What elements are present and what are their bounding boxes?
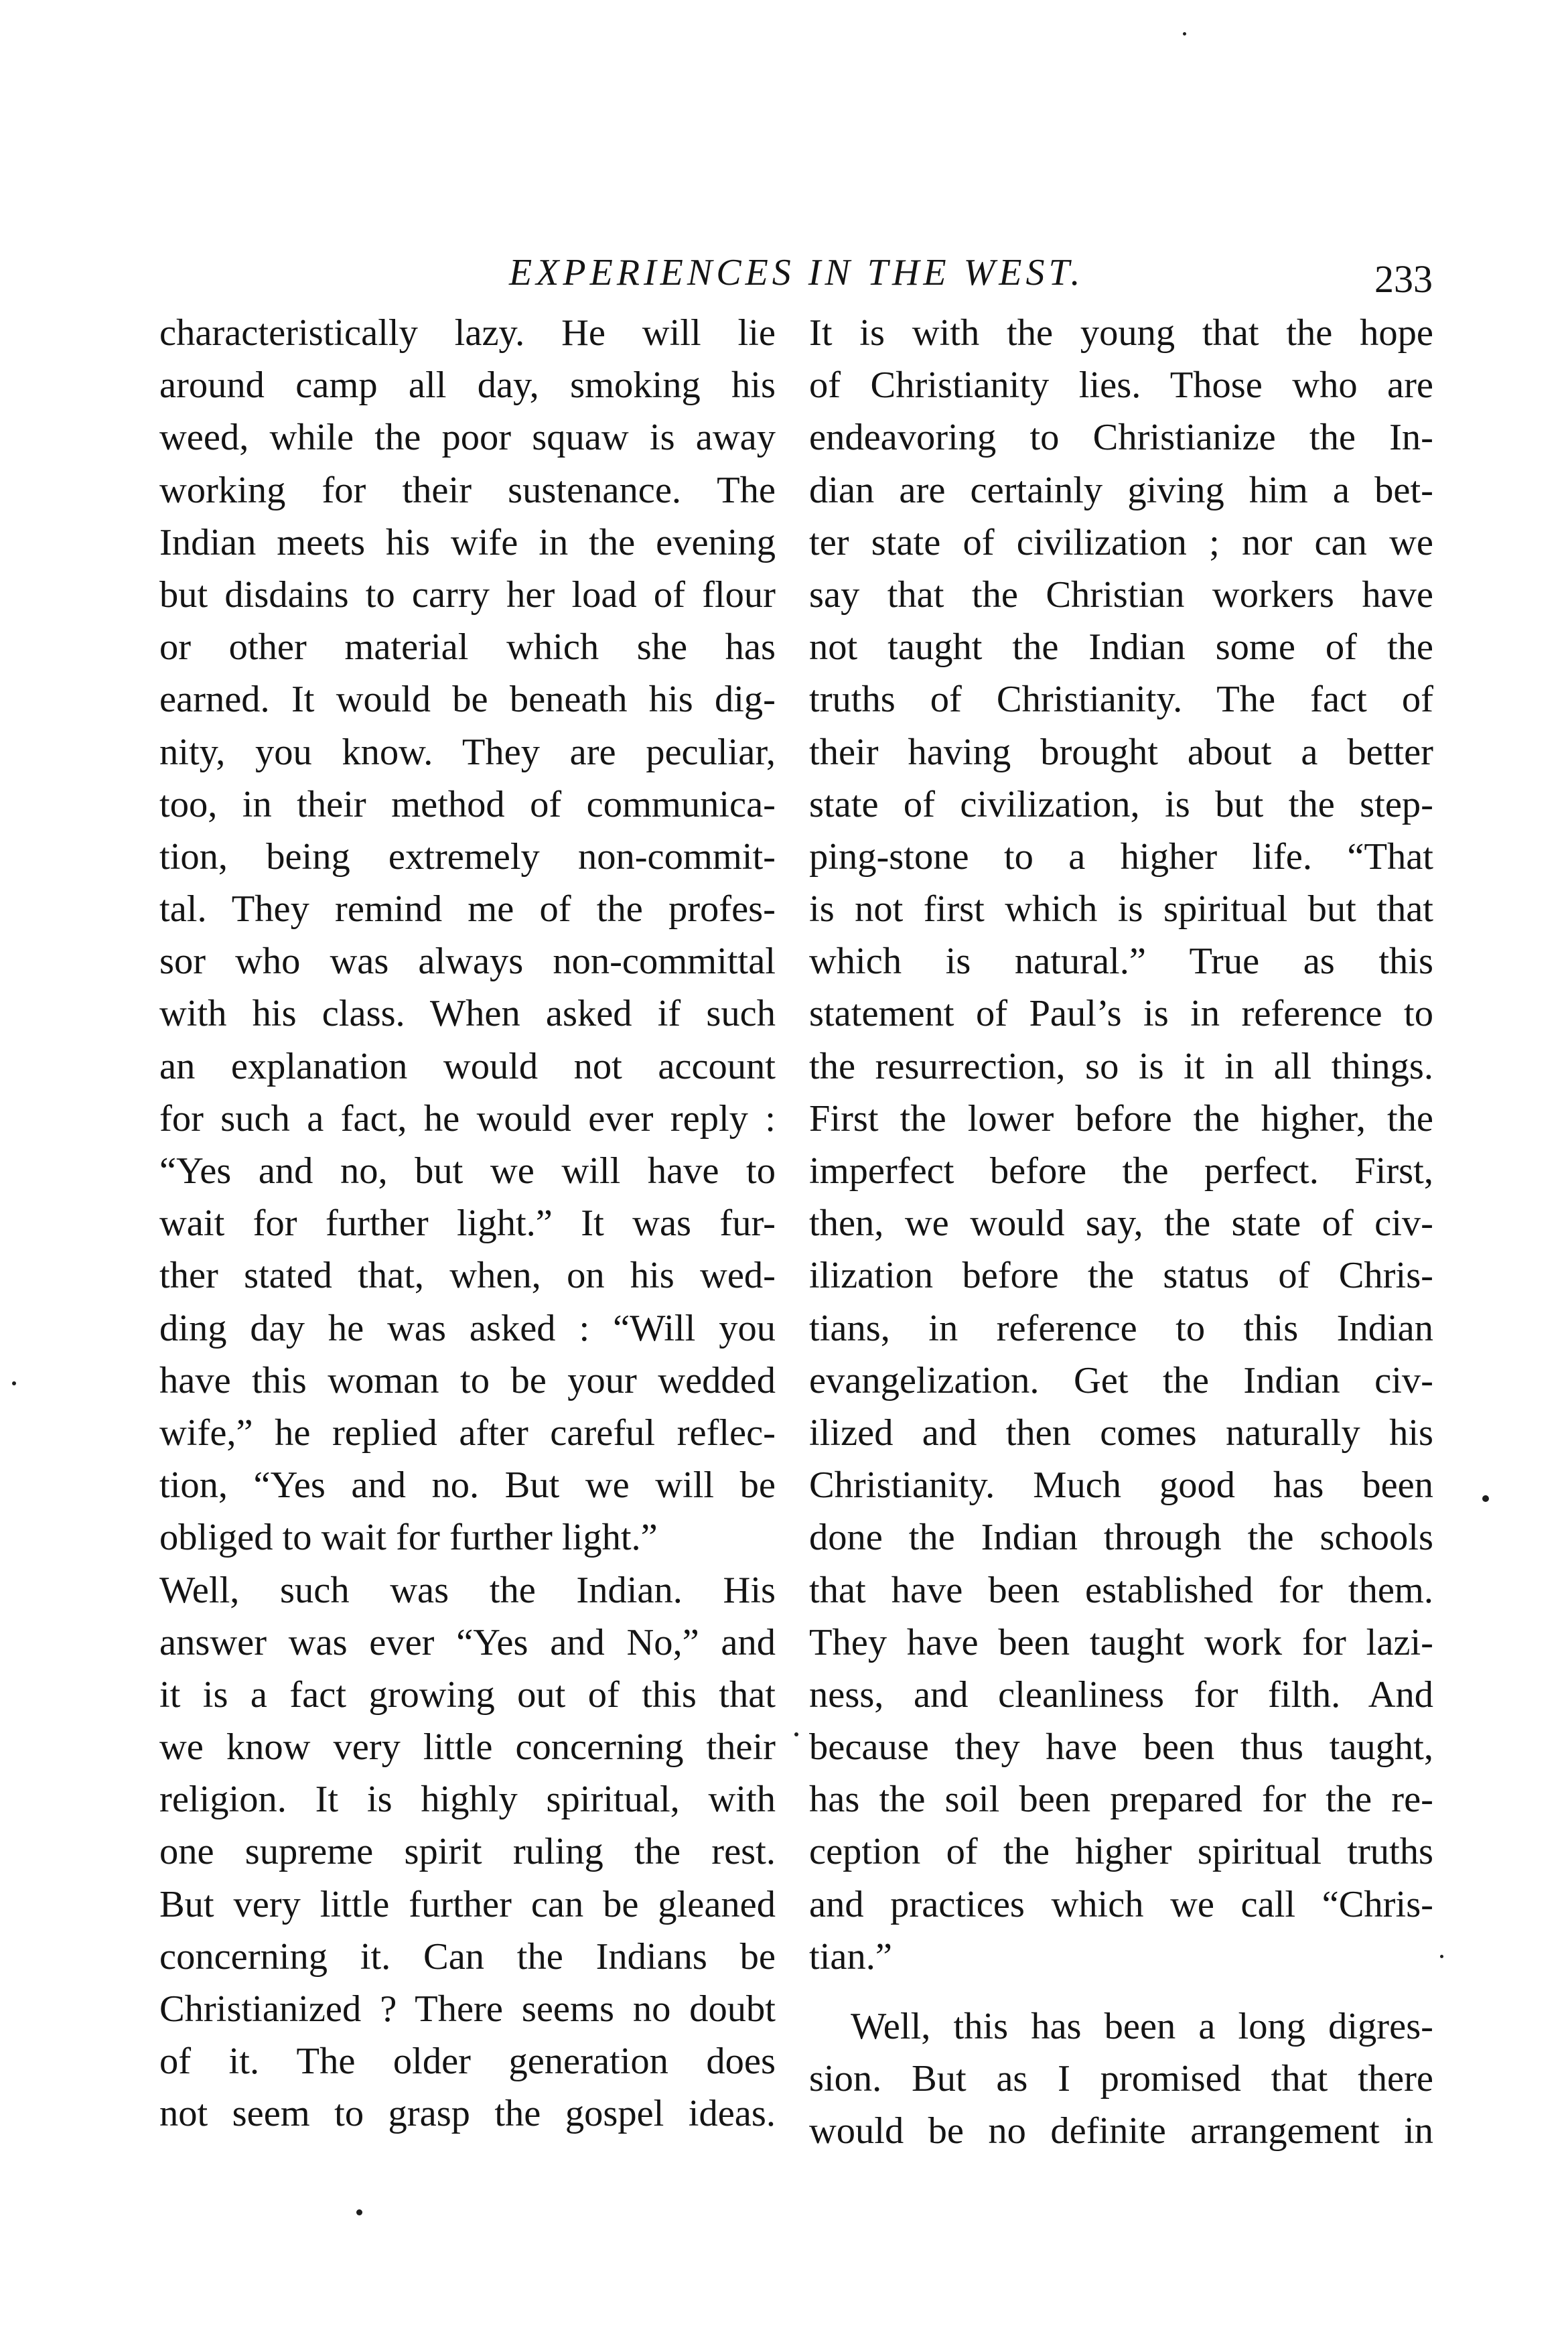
text-line: tion, “Yes and no. But we will be: [159, 1464, 776, 1507]
text-line: Christianized ? There seems no doubt: [159, 1988, 776, 2030]
text-line: ding day he was asked : “Will you: [159, 1307, 776, 1349]
text-line: would be no definite arrangement in: [809, 2110, 1433, 2152]
text-line: obliged to wait for further light.”: [159, 1517, 658, 1559]
text-line: but disdains to carry her load of flour: [159, 573, 776, 616]
text-line: which is natural.” True as this: [809, 941, 1433, 983]
text-line: tian.”: [809, 1935, 892, 1978]
text-line: Well, this has been a long digres-: [851, 2006, 1433, 2047]
text-line: earned. It would be beneath his dig-: [159, 679, 776, 721]
running-title: EXPERIENCES IN THE WEST.: [509, 252, 1084, 293]
text-line: working for their sustenance. The: [159, 469, 776, 511]
text-line: that have been established for them.: [809, 1569, 1433, 1611]
text-line: ilization before the status of Chris-: [809, 1255, 1433, 1297]
text-line: concerning it. Can the Indians be: [159, 1935, 776, 1978]
text-line: has the soil been prepared for the re-: [809, 1779, 1433, 1821]
text-line: one supreme spirit ruling the rest.: [159, 1831, 776, 1873]
text-line: not seem to grasp the gospel ideas.: [159, 2093, 776, 2135]
text-line: too, in their method of communica-: [159, 783, 776, 825]
text-line: sor who was always non-committal: [159, 941, 776, 983]
text-line: or other material which she has: [159, 626, 776, 669]
text-line: sion. But as I promised that there: [809, 2058, 1433, 2100]
text-line: say that the Christian workers have: [809, 573, 1433, 616]
ink-speck: [794, 1732, 798, 1736]
text-line: But very little further can be gleaned: [159, 1883, 776, 1925]
text-line: then, we would say, the state of civ-: [809, 1202, 1433, 1245]
text-line: answer was ever “Yes and No,” and: [159, 1621, 776, 1663]
text-line: done the Indian through the schools: [809, 1517, 1433, 1559]
text-line: have this woman to be your wedded: [159, 1359, 776, 1401]
text-line: it is a fact growing out of this that: [159, 1673, 776, 1716]
text-line: around camp all day, smoking his: [159, 364, 776, 407]
text-line: ther stated that, when, on his wed-: [159, 1255, 776, 1297]
text-line: characteristically lazy. He will lie: [159, 312, 776, 354]
page-number: 233: [1374, 257, 1433, 301]
text-line: First the lower before the higher, the: [809, 1097, 1433, 1140]
right-column: [809, 307, 1433, 2158]
text-line: They have been taught work for lazi-: [809, 1621, 1433, 1663]
left-column: [159, 307, 776, 2140]
text-line: “Yes and no, but we will have to: [159, 1150, 776, 1192]
text-line: dian are certainly giving him a bet-: [809, 469, 1433, 511]
text-line: ception of the higher spiritual truths: [809, 1831, 1433, 1873]
text-line: religion. It is highly spiritual, with: [159, 1779, 776, 1821]
ink-speck: [1440, 1955, 1443, 1958]
text-line: wait for further light.” It was fur-: [159, 1202, 776, 1245]
text-line: and practices which we call “Chris-: [809, 1883, 1433, 1925]
text-line: imperfect before the perfect. First,: [809, 1150, 1433, 1192]
text-line: tians, in reference to this Indian: [809, 1307, 1433, 1349]
ink-speck: [356, 2209, 362, 2215]
text-line: ilized and then comes naturally his: [809, 1411, 1433, 1454]
text-line: is not first which is spiritual but that: [809, 888, 1433, 931]
text-line: Well, such was the Indian. His: [159, 1569, 776, 1611]
text-line: weed, while the poor squaw is away: [159, 417, 776, 459]
ink-speck: [1183, 32, 1186, 36]
text-line: wife,” he replied after careful reflec-: [159, 1411, 776, 1454]
text-line: the resurrection, so is it in all things.: [809, 1045, 1433, 1087]
text-line: not taught the Indian some of the: [809, 626, 1433, 669]
text-line: their having brought about a better: [809, 731, 1433, 773]
text-line: an explanation would not account: [159, 1045, 776, 1087]
text-line: It is with the young that the hope: [809, 312, 1433, 354]
text-line: we know very little concerning their: [159, 1726, 776, 1769]
text-line: of Christianity lies. Those who are: [809, 364, 1433, 407]
text-line: ping-stone to a higher life. “That: [809, 835, 1433, 878]
text-line: truths of Christianity. The fact of: [809, 679, 1433, 721]
text-line: ness, and cleanliness for filth. And: [809, 1673, 1433, 1716]
paragraph-gap: [809, 1983, 1433, 2000]
text-line: for such a fact, he would ever reply :: [159, 1097, 776, 1140]
ink-speck: [12, 1381, 16, 1385]
ink-speck: [1482, 1495, 1489, 1502]
running-head: [0, 243, 1568, 303]
text-line: evangelization. Get the Indian civ-: [809, 1359, 1433, 1401]
text-line: with his class. When asked if such: [159, 993, 776, 1035]
text-line: because they have been thus taught,: [809, 1726, 1433, 1769]
text-line: tion, being extremely non-commit-: [159, 835, 776, 878]
text-line: tal. They remind me of the profes-: [159, 888, 776, 931]
text-line: statement of Paul’s is in reference to: [809, 993, 1433, 1035]
text-line: state of civilization, is but the step-: [809, 783, 1433, 825]
text-line: Indian meets his wife in the evening: [159, 521, 776, 563]
text-line: endeavoring to Christianize the In-: [809, 417, 1433, 459]
text-line: Christianity. Much good has been: [809, 1464, 1433, 1507]
text-line: ter state of civilization ; nor can we: [809, 521, 1433, 563]
text-line: of it. The older generation does: [159, 2041, 776, 2083]
text-line: nity, you know. They are peculiar,: [159, 731, 776, 773]
